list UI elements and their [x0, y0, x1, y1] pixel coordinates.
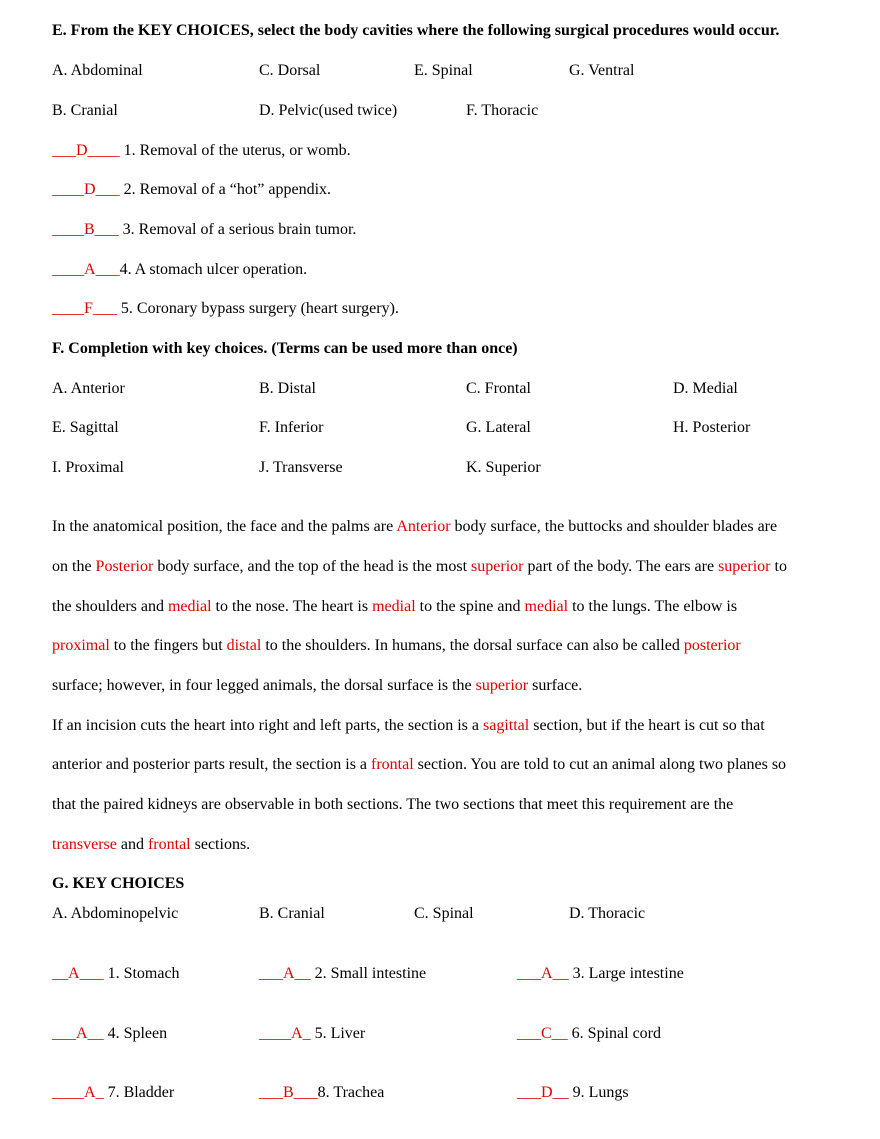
answer: frontal [147, 836, 191, 853]
answer: A [68, 965, 80, 982]
answer-blank: __ [551, 1025, 568, 1042]
answer: Anterior [396, 518, 451, 535]
item-text: 3. Removal of a serious brain tumor. [118, 221, 357, 238]
answer-blank: ____ [52, 181, 84, 198]
answer: F [84, 300, 93, 317]
f-choice-posterior: H. Posterior [673, 419, 751, 436]
paragraph-line [52, 835, 250, 855]
answer-blank: ___ [95, 181, 120, 198]
answer-blank: ___ [517, 965, 541, 982]
choice-cranial: B. Cranial [52, 102, 118, 119]
answer: medial [524, 598, 569, 615]
answer-blank: ___ [52, 1025, 76, 1042]
item-text: 1. Stomach [103, 965, 180, 982]
text: to the spine and [415, 598, 525, 615]
answer: B [84, 221, 95, 238]
answer: A [541, 965, 553, 982]
text: to the fingers but [109, 637, 227, 654]
text: section. You are told to cut an animal along two planes so [413, 756, 787, 773]
f-choice-sagittal: E. Sagittal [52, 419, 119, 436]
item-text: 3. Large intestine [568, 965, 684, 982]
f-choice-transverse: J. Transverse [259, 459, 343, 476]
item-text: 8. Trachea [317, 1084, 385, 1101]
text: to the nose. The heart is [211, 598, 373, 615]
answer-blank: __ [87, 1025, 104, 1042]
answer-blank: ___ [95, 261, 120, 278]
answer: A [283, 965, 295, 982]
e-item-5 [52, 299, 399, 319]
text: on the [52, 558, 96, 575]
g-item-large-intestine [517, 964, 684, 984]
g-item-small-intestine [259, 964, 426, 984]
f-choice-distal: B. Distal [259, 380, 316, 397]
f-choice-frontal: C. Frontal [466, 380, 531, 397]
answer-blank: ____ [52, 300, 84, 317]
answer: superior [475, 677, 529, 694]
item-text: 4. Spleen [103, 1025, 168, 1042]
section-g-heading: G. KEY CHOICES [52, 875, 185, 892]
f-choice-inferior: F. Inferior [259, 419, 324, 436]
answer-blank: __ [552, 965, 569, 982]
f-choice-medial: D. Medial [673, 380, 738, 397]
answer-blank: ___ [517, 1084, 541, 1101]
g-choice-cranial: B. Cranial [259, 905, 325, 922]
answer: A [84, 261, 96, 278]
paragraph-line [52, 557, 787, 577]
answer: B [283, 1084, 294, 1101]
paragraph-line [52, 795, 733, 815]
answer: A [76, 1025, 88, 1042]
answer-blank: _ [302, 1025, 311, 1042]
g-choice-thoracic: D. Thoracic [569, 905, 646, 922]
e-item-3 [52, 220, 356, 240]
answer-blank: ___ [94, 221, 119, 238]
section-f-heading: F. Completion with key choices. (Terms can be used more than once) [52, 340, 518, 357]
e-item-1 [52, 141, 351, 161]
text: body surface, the buttocks and shoulder blades are [450, 518, 778, 535]
item-text: 4. A stomach ulcer operation. [119, 261, 308, 278]
text: part of the body. The ears are [523, 558, 719, 575]
answer-blank: ___ [92, 300, 117, 317]
g-item-spleen [52, 1024, 167, 1044]
text: surface. [528, 677, 583, 694]
answer-blank: ____ [52, 1084, 84, 1101]
text: section, but if the heart is cut so that [529, 717, 765, 734]
text: and [116, 836, 148, 853]
item-text: 2. Small intestine [310, 965, 427, 982]
item-text: 5. Liver [310, 1025, 366, 1042]
answer: transverse [52, 836, 117, 853]
choice-spinal: E. Spinal [414, 62, 473, 79]
answer: distal [226, 637, 262, 654]
paragraph-line [52, 597, 737, 617]
section-e-heading: E. From the KEY CHOICES, select the body cavities where the following surgical procedures would occur. [52, 22, 780, 39]
g-item-spinal-cord [517, 1024, 661, 1044]
answer-blank: ___ [259, 965, 283, 982]
text: body surface, and the top of the head is the most [153, 558, 472, 575]
f-choice-lateral: G. Lateral [466, 419, 531, 436]
text: to the shoulders. In humans, the dorsal surface can also be called [261, 637, 684, 654]
answer: D [76, 142, 88, 159]
answer-blank: __ [52, 965, 68, 982]
answer: C [541, 1025, 552, 1042]
item-text: 7. Bladder [103, 1084, 175, 1101]
answer-blank: _ [95, 1084, 104, 1101]
choice-thoracic: F. Thoracic [466, 102, 539, 119]
paragraph-line [52, 676, 582, 696]
answer-blank: ____ [52, 221, 84, 238]
g-item-liver [259, 1024, 365, 1044]
text: the shoulders and [52, 598, 168, 615]
answer-blank: ___ [517, 1025, 541, 1042]
paragraph-line [52, 755, 786, 775]
answer-blank: ____ [52, 261, 84, 278]
g-item-stomach [52, 964, 180, 984]
text: surface; however, in four legged animals, the dorsal surface is the [52, 677, 476, 694]
g-choice-spinal: C. Spinal [414, 905, 474, 922]
paragraph-line [52, 716, 765, 736]
g-item-bladder [52, 1083, 174, 1103]
text: anterior and posterior parts result, the section is a [52, 756, 372, 773]
answer: proximal [52, 637, 110, 654]
answer: superior [471, 558, 524, 575]
answer: superior [718, 558, 771, 575]
answer-blank: ____ [259, 1025, 291, 1042]
answer: medial [167, 598, 212, 615]
choice-dorsal: C. Dorsal [259, 62, 321, 79]
e-item-4 [52, 260, 307, 280]
answer-blank: __ [552, 1084, 569, 1101]
answer: D [541, 1084, 553, 1101]
answer: frontal [371, 756, 414, 773]
text: to the lungs. The elbow is [568, 598, 738, 615]
paragraph-line [52, 636, 741, 656]
answer-blank: ___ [293, 1084, 318, 1101]
choice-abdominal: A. Abdominal [52, 62, 143, 79]
answer-blank: __ [294, 965, 311, 982]
e-item-2 [52, 180, 331, 200]
text: If an incision cuts the heart into right and left parts, the section is a [52, 717, 483, 734]
answer-blank: ___ [79, 965, 104, 982]
answer: D [84, 181, 96, 198]
answer-blank: ___ [259, 1084, 283, 1101]
f-choice-proximal: I. Proximal [52, 459, 124, 476]
answer-blank: ___ [52, 142, 76, 159]
answer: medial [372, 598, 416, 615]
choice-pelvic: D. Pelvic(used twice) [259, 102, 398, 119]
g-choice-abdominopelvic: A. Abdominopelvic [52, 905, 179, 922]
item-text: 1. Removal of the uterus, or womb. [119, 142, 351, 159]
answer: sagittal [483, 717, 530, 734]
f-choice-superior: K. Superior [466, 459, 541, 476]
g-item-trachea [259, 1083, 384, 1103]
answer: A [84, 1084, 96, 1101]
text: that the paired kidneys are observable in both sections. The two sections that meet this requirement are the [52, 796, 734, 813]
item-text: 2. Removal of a “hot” appendix. [119, 181, 332, 198]
item-text: 9. Lungs [568, 1084, 629, 1101]
choice-ventral: G. Ventral [569, 62, 635, 79]
text: In the anatomical position, the face and the palms are [52, 518, 397, 535]
item-text: 5. Coronary bypass surgery (heart surgery). [116, 300, 399, 317]
paragraph-line [52, 517, 777, 537]
g-item-lungs [517, 1083, 629, 1103]
answer: A [291, 1025, 303, 1042]
answer: posterior [683, 637, 741, 654]
f-choice-anterior: A. Anterior [52, 380, 125, 397]
text: sections. [190, 836, 251, 853]
answer-blank: ____ [87, 142, 120, 159]
text: to [770, 558, 787, 575]
item-text: 6. Spinal cord [567, 1025, 661, 1042]
answer: Posterior [95, 558, 154, 575]
